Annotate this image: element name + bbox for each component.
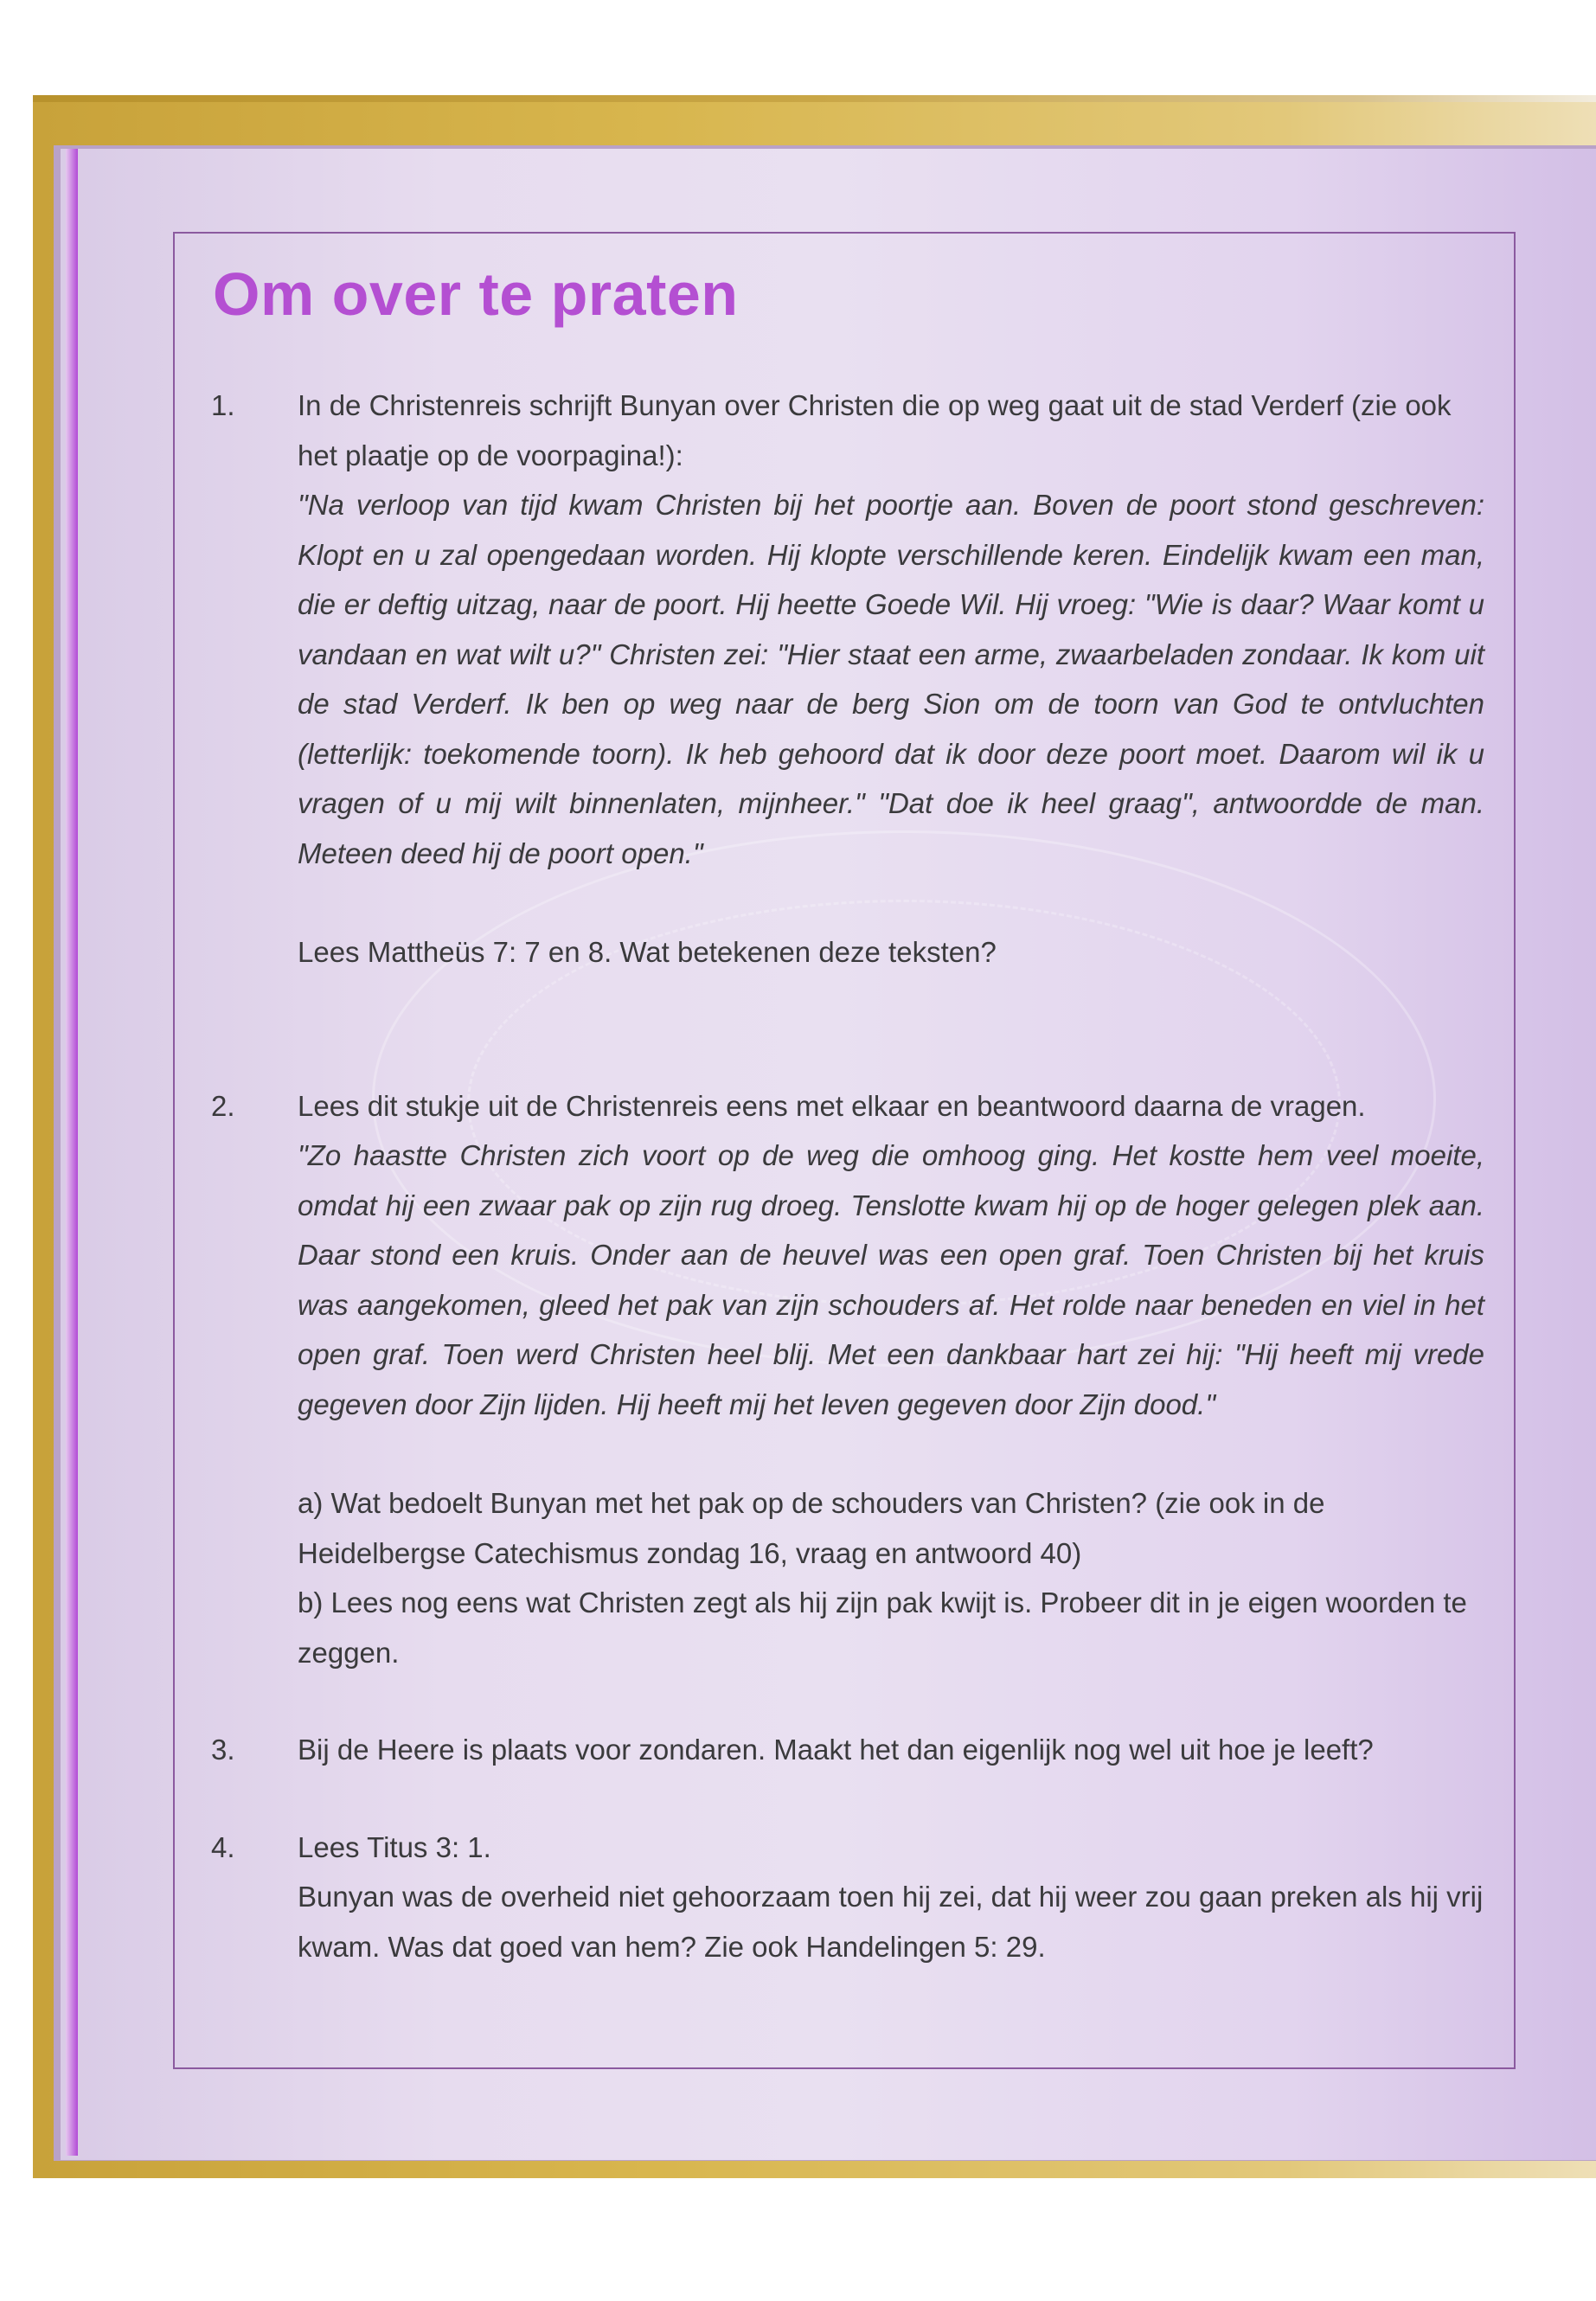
page-edge-strip [66,149,78,2156]
item-body [298,381,1484,977]
item-quote: "Na verloop van tijd kwam Christen bij het poortje aan. Boven de poort stond geschreven: Klopt en u zal opengedaan worden. Hij klopte verschillende keren. Eindelijk kwam een man, die er deftig uitzag, naar de poort. Hij heette Goede Wil. Hij vroeg: "Wie is daar? Waar komt u vandaan en wat wilt u?" Christen zei: "Hier staat een arme, zwaarbeladen zondaar. Ik kom uit de stad Verderf. Ik ben op weg naar de berg Sion om de toorn van God te ontvluchten (letterlijk: toekomende toorn). Ik heb gehoord dat ik door deze poort moet. Daarom wil ik u vragen of u mij wilt binnenlaten, mijnheer." "Dat doe ik heel graag", antwoordde de man. Meteen deed hij de poort open." [298,489,1484,869]
item-question-b: b) Lees nog eens wat Christen zegt als hij zijn pak kwijt is. Probeer dit in je eigen woorden te zeggen. [298,1586,1467,1669]
item-reference: Lees Titus 3: 1. [298,1830,491,1863]
discussion-item-1 [204,381,1484,977]
item-body [298,1081,1484,1678]
page-title: Om over te praten [213,260,739,328]
discussion-item-3 [204,1725,1484,1775]
item-body [298,1725,1484,1775]
item-number: 2. [211,1089,235,1122]
discussion-item-2 [204,1081,1484,1678]
item-text: Bunyan was de overheid niet gehoorzaam toen hij zei, dat hij weer zou gaan preken als hij vrij kwam. Was dat goed van hem? Zie ook Handelingen 5: 29. [298,1881,1484,1963]
item-text: Bij de Heere is plaats voor zondaren. Maakt het dan eigenlijk nog wel uit hoe je leeft? [298,1734,1374,1766]
item-intro: Lees dit stukje uit de Christenreis eens met elkaar en beantwoord daarna de vragen. [298,1089,1366,1122]
item-body [298,1823,1484,1972]
item-intro: In de Christenreis schrijft Bunyan over Christen die op weg gaat uit de stad Verderf (zie ook het plaatje op de voorpagina!): [298,389,1452,471]
item-question: Lees Mattheüs 7: 7 en 8. Wat betekenen deze teksten? [298,936,997,968]
discussion-item-4 [204,1823,1484,1972]
item-number: 3. [211,1734,235,1766]
item-quote: "Zo haastte Christen zich voort op de weg die omhoog ging. Het kostte hem veel moeite, omdat hij een zwaar pak op zijn rug droeg. Tenslotte kwam hij op de hoger gelegen plek aan. Daar stond een kruis. Onder aan de heuvel was een open graf. Toen Christen bij het kruis was aangekomen, gleed het pak van zijn schouders af. Het rolde naar beneden en viel in het open graf. Toen werd Christen heel blij. Met een dankbaar hart zei hij: "Hij heeft mij vrede gegeven door Zijn lijden. Hij heeft mij het leven gegeven door Zijn dood." [298,1139,1484,1420]
item-number: 4. [211,1830,235,1863]
item-question-a: a) Wat bedoelt Bunyan met het pak op de schouders van Christen? (zie ook in de Heidelbergse Catechismus zondag 16, vraag en antwoord 40) [298,1487,1325,1569]
item-number: 1. [211,389,235,421]
discussion-list [204,381,1484,1971]
